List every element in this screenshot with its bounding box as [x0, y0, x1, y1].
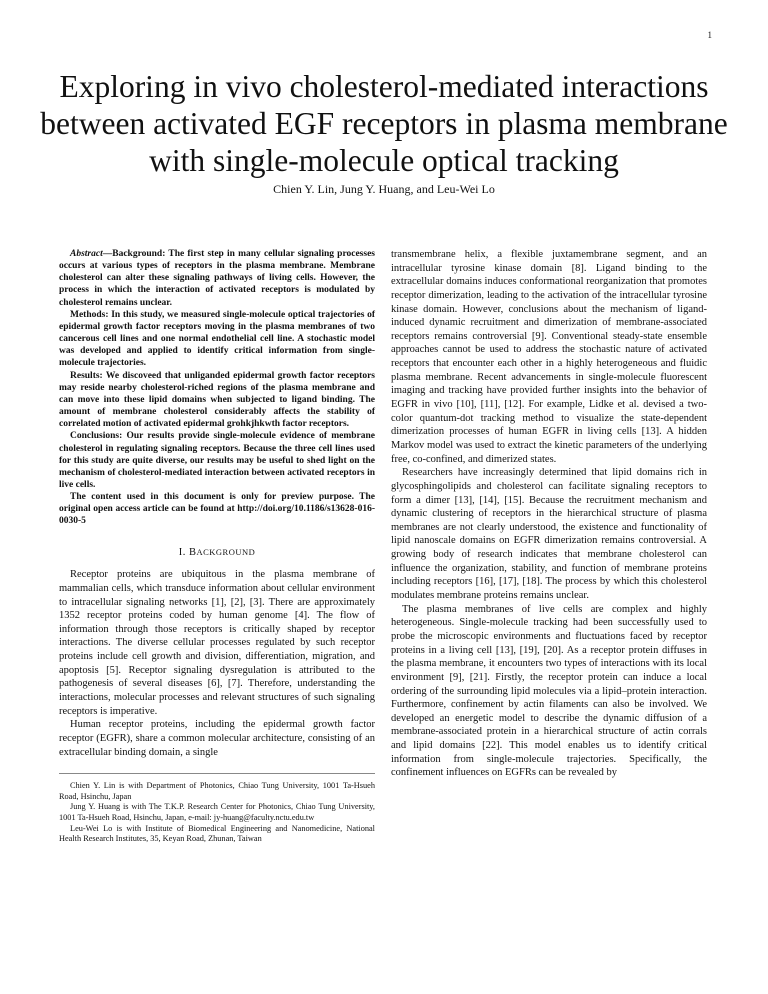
footnote-affiliation: Jung Y. Huang is with The T.K.P. Research Center for Photonics, Chiao Tung University, 1001 Ta-Hsueh Road, Hsinchu, Japan, e-mail: jy-huang@faculty.nctu.edu.tw [59, 802, 375, 823]
body-paragraph: transmembrane helix, a flexible juxtamembrane segment, and an intracellular tyrosine kinase domain [8]. Ligand binding to the extracellular domains induces conformational reorganization that promotes receptor dimerization, leading to the activation of the intracellular tyrosine kinase domain. However, conclusions about the mechanism of ligand-induced dynamic recruitment and dimerization of membrane-associated receptors remains controversial [9]. Conventional steady-state ensemble approaches cannot be used to address the stochastic nature of activated receptors that encounter each other in a highly heterogeneous and fluidic plasma membrane. Recent advancements in single-molecule fluorescent imaging and tracking have provided further insights into the behavior of EGFR in vivo [10], [11], [12]. For example, Lidke et al. devised a two-color quantum-dot tracking method to visualize the state-dependent dimerization processes of human EGFR in living cells [13]. A hidden Markov model was used to extract the kinetic parameters of the underlying free, co-confined, and dimerized states. [391, 249, 707, 465]
right-column [391, 248, 707, 780]
left-column [59, 248, 375, 845]
abstract-methods: Methods: In this study, we measured single-molecule optical trajectories of epidermal growth factor receptors moving in the plasma membranes of two cancerous cell lines and one normal endothelial cell line. A stochastic model was developed and applied to identify critical information from single-molecule trajectories. [59, 309, 375, 369]
body-paragraph: Human receptor proteins, including the epidermal growth factor receptor (EGFR), share a common molecular architecture, consisting of an extracellular binding domain, a single [59, 719, 375, 758]
section-heading-background [59, 546, 375, 560]
section-heading-rest: ACKGROUND [196, 546, 256, 557]
abstract-conclusions: Conclusions: Our results provide single-molecule evidence of membrane cholesterol in regulating signaling receptors. Because the three cell lines used for this study are quite diverse, our results may be useful to shed light on the mechanism of cholesterol-mediated interaction between activated receptors in live cells. [59, 431, 375, 490]
abstract-preview-notice: The content used in this document is only for preview purpose. The original open access article can be found at http://doi.org/10.1186/s13628-016-0030-5 [59, 492, 375, 527]
paper-title: Exploring in vivo cholesterol-mediated interactions between activated EGF receptors in plasma membrane with single-molecule optical tracking [40, 69, 728, 178]
abstract-results: Results: We discoveed that unliganded epidermal growth factor receptors may reside nearby cholesterol-riched regions of the plasma membrane and can move into these lipid domains when subjected to ligand binding. The amount of membrane cholesterol considerably affects the stability of correlated motion of activated epidermal grohkjhkwth factor receptors. [59, 370, 375, 430]
page-number: 1 [707, 30, 712, 40]
footnotes [59, 773, 375, 845]
abstract-background-text: —Background: The first step in many cellular signaling processes occurs at various types of receptors in the plasma membrane. Membrane cholesterol can alter these signaling pathways of living cells. However, the process in which the interaction of activated receptors is modulated by cholesterol remains unclear. [59, 249, 375, 308]
abstract-background [59, 248, 375, 309]
body-paragraph: Researchers have increasingly determined that lipid domains rich in glycosphingolipids and cholesterol can facilitate signaling receptors to form a dimer [13], [14], [15]. Because the recruitment mechanism and dynamic clustering of receptors in the hierarchical structure of plasma membranes are not clearly understood, the existence and functionality of lipid nanoscale domains on EGFR dimerization remains controversial. A growing body of research indicates that membrane cholesterol can influence the organization, stability, and function of membrane proteins including receptors [16], [17], [18]. The process by which this cholesterol modulates membrane proteins remains unclear. [391, 467, 707, 602]
abstract [59, 248, 375, 528]
author-list: Chien Y. Lin, Jung Y. Huang, and Leu-Wei Lo [273, 182, 495, 196]
body-paragraph: Receptor proteins are ubiquitous in the plasma membrane of mammalian cells, which transduce information about cellular environment to intracellular signaling networks [1], [2], [3]. There are approximately 1352 receptor proteins coded by human genome [4]. The flow of information through those receptors is critically shaped by receptor interactions. The diverse cellular processes regulated by such receptor proteins include cell growth and division, differentiation, migration, and apoptosis [5]. Receptor signaling dysregulation is attributed to the pathogenesis of several diseases [6], [7]. Therefore, understanding the interactions, molecular processes and relevant structures of such signaling receptors is imperative. [59, 569, 375, 717]
abstract-label: Abstract [70, 249, 103, 259]
footnote-affiliation: Leu-Wei Lo is with Institute of Biomedical Engineering and Nanomedicine, National Health Research Institutes, 35, Keyan Road, Zhunan, Taiwan [59, 823, 375, 844]
footnote-affiliation: Chien Y. Lin is with Department of Photonics, Chiao Tung University, 1001 Ta-Hsueh Road, Hsinchu, Japan [59, 781, 375, 801]
left-body-text [59, 568, 375, 759]
body-paragraph: The plasma membranes of live cells are complex and highly heterogeneous. Single-molecule tracking had been successfully used to probe the microscopic environments and fluctuations faced by receptor proteins in a living cell [13], [19], [20]. As a receptor protein diffuses in the plasma membrane, it encounters two types of interactions with its local environment [9], [21]. Firstly, the receptor protein can induce a local ordering of the surrounding lipid molecules via a lipid–protein interaction. Furthermore, confinement by actin filaments can also be involved. We developed an energetic model to describe the dynamic diffusion of a membrane-associated protein in a hierarchical structure of actin corrals and lipid domains [22]. This model enables us to identify critical information from single-molecule trajectories. Specifically, the confinement influences on EGFRs can be revealed by [391, 603, 707, 779]
section-heading-numeral: I. B [178, 546, 197, 558]
